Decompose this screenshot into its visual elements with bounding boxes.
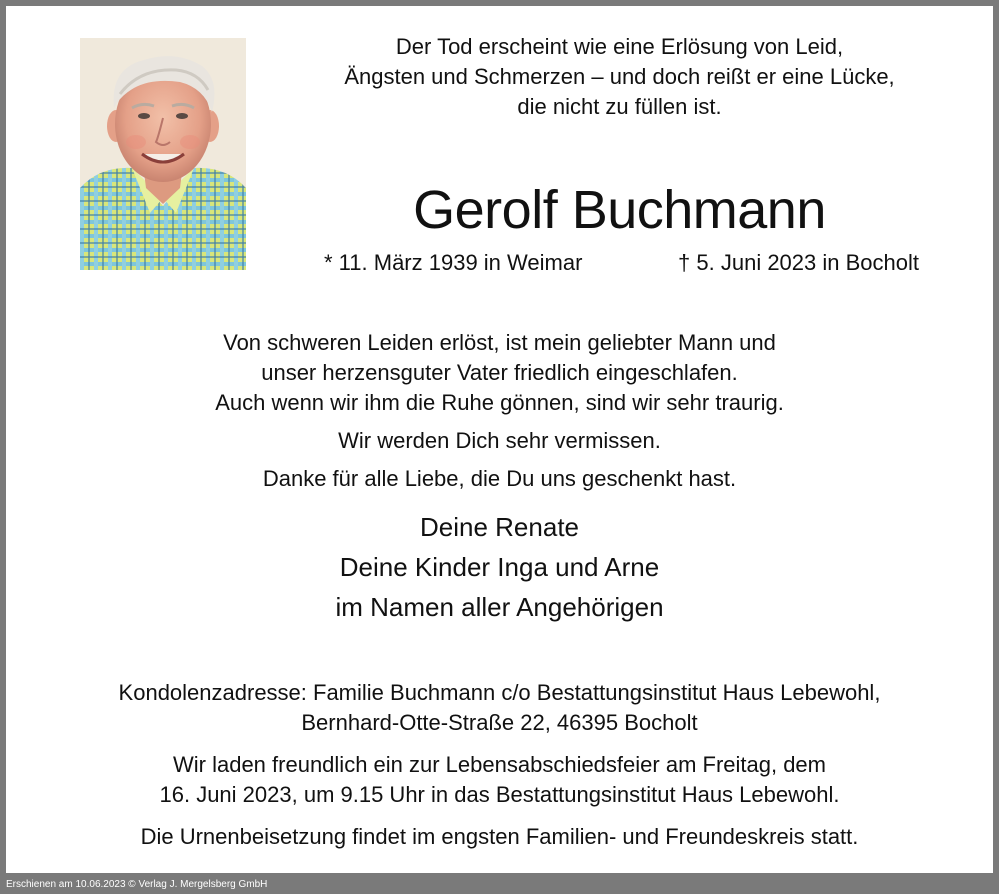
contact-line: Bernhard-Otte-Straße 22, 46395 Bocholt [301, 710, 698, 735]
birth-date: * 11. März 1939 in Weimar [324, 250, 583, 275]
signature [6, 507, 993, 627]
signature-line: Deine Kinder Inga und Arne [339, 552, 660, 582]
message-line: unser herzensguter Vater friedlich eingeschlafen. [261, 360, 738, 385]
message-line: Wir werden Dich sehr vermissen. [338, 428, 661, 453]
portrait-photo [80, 38, 246, 270]
contact-info [6, 678, 993, 852]
quote [306, 32, 933, 122]
contact-line: Die Urnenbeisetzung findet im engsten Familien- und Freundeskreis statt. [140, 824, 859, 849]
life-dates [324, 248, 919, 278]
message-line: Danke für alle Liebe, die Du uns geschenkt hast. [262, 466, 737, 491]
contact-line: 16. Juni 2023, um 9.15 Uhr in das Bestattungsinstitut Haus Lebewohl. [159, 782, 840, 807]
message-line: Von schweren Leiden erlöst, ist mein geliebter Mann und [223, 330, 776, 355]
publication-footer: Erschienen am 10.06.2023 © Verlag J. Mergelsberg GmbH [6, 879, 268, 890]
signature-line: Deine Renate [420, 512, 579, 542]
obituary-card [6, 6, 993, 873]
signature-line: im Namen aller Angehörigen [335, 592, 664, 622]
message-line: Auch wenn wir ihm die Ruhe gönnen, sind wir sehr traurig. [215, 390, 784, 415]
deceased-name: Gerolf Buchmann [413, 180, 826, 240]
death-date: † 5. Juni 2023 in Bocholt [678, 250, 919, 275]
quote-line: Ängsten und Schmerzen – und doch reißt er eine Lücke, [344, 64, 895, 89]
quote-line: die nicht zu füllen ist. [517, 94, 722, 119]
contact-line: Kondolenzadresse: Familie Buchmann c/o Bestattungsinstitut Haus Lebewohl, [118, 680, 881, 705]
mourning-message [6, 328, 993, 494]
quote-line: Der Tod erscheint wie eine Erlösung von Leid, [395, 34, 844, 59]
contact-line: Wir laden freundlich ein zur Lebensabschiedsfeier am Freitag, dem [173, 752, 826, 777]
